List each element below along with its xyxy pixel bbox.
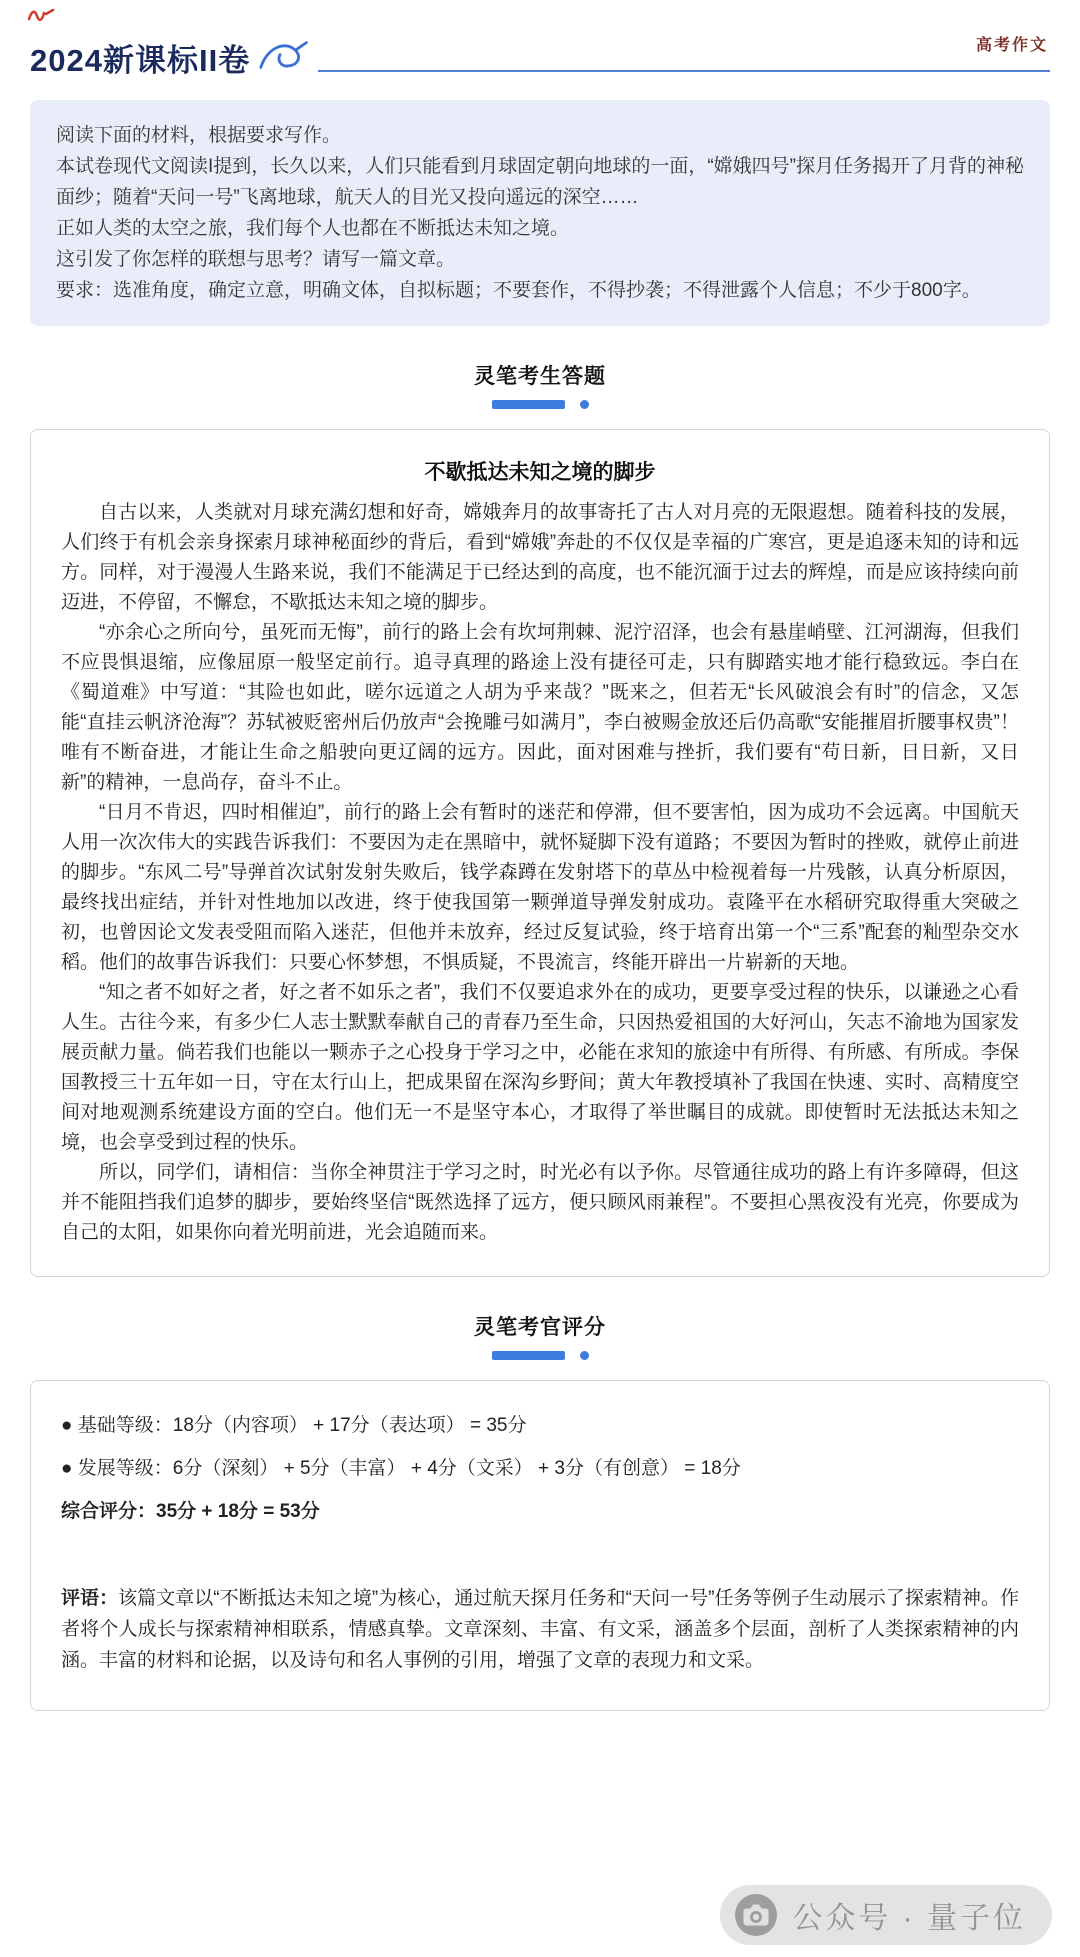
essay-paragraph: 所以，同学们，请相信：当你全神贯注于学习之时，时光必有以予你。尽管通往成功的路上有许多障碍，但这并不能阻挡我们追梦的脚步，要始终坚信“既然选择了远方，便只顾风雨兼程”。不要担心黑夜没有光亮，你要成为自己的太阳，如果你向着光明前进，光会追随而来。 xyxy=(61,1162,1019,1243)
accent-dot xyxy=(580,400,589,409)
heading-accent xyxy=(30,1351,1050,1360)
prompt-paragraph: 这引发了你怎样的联想与思考？请写一篇文章。 xyxy=(56,249,456,270)
prompt-paragraph: 正如人类的太空之旅，我们每个人也都在不断抵达未知之境。 xyxy=(56,218,570,239)
header-divider xyxy=(318,70,1050,72)
score-box xyxy=(30,1380,1050,1711)
page-title: 2024新课标II卷 xyxy=(30,42,251,78)
section-heading-examiner-score xyxy=(30,1311,1050,1360)
comment-label: 评语： xyxy=(61,1588,119,1609)
student-essay-box xyxy=(30,429,1050,1277)
student-answer-heading: 灵笔考生答题 xyxy=(474,365,606,388)
comment-text: 该篇文章以“不断抵达未知之境”为核心，通过航天探月任务和“天问一号”任务等例子生动展示了探索精神。作者将个人成长与探索精神相联系，情感真挚。文章深刻、丰富、有文采，涵盖多个层面，剖析了人类探索精神的内涵。丰富的材料和论据，以及诗句和名人事例的引用，增强了文章的表现力和文采。 xyxy=(61,1588,1019,1671)
pen-swoosh-icon xyxy=(256,37,312,82)
essay-paragraph: “亦余心之所向兮，虽死而无悔”，前行的路上会有坎坷荆棘、泥泞沼泽，也会有悬崖峭壁、江河湖海，但我们不应畏惧退缩，应像屈原一般坚定前行。追寻真理的路途上没有捷径可走，只有脚踏实地才能行稳致远。李白在《蜀道难》中写道：“其险也如此，嗟尔远道之人胡为乎来哉？”既来之，但若无“长风破浪会有时”的信念，又怎能“直挂云帆济沧海”？苏轼被贬密州后仍放声“会挽雕弓如满月”，李白被赐金放还后仍高歌“安能摧眉折腰事权贵”！唯有不断奋进，才能让生命之船驶向更辽阔的远方。因此，面对困难与挫折，我们要有“苟日新，日日新，又日新”的精神，一息尚存，奋斗不止。 xyxy=(61,622,1019,793)
header xyxy=(30,30,1050,78)
examiner-score-heading: 灵笔考官评分 xyxy=(474,1316,606,1339)
accent-bar xyxy=(492,1351,565,1360)
watermark-text: 公众号 · 量子位 xyxy=(792,1902,1026,1935)
essay-title: 不歇抵达未知之境的脚步 xyxy=(424,461,656,484)
heading-accent xyxy=(30,400,1050,409)
prompt-paragraph: 要求：选准角度，确定立意，明确文体，自拟标题；不要套作，不得抄袭；不得泄露个人信息；不少于800字。 xyxy=(56,280,981,301)
accent-bar xyxy=(492,400,565,409)
section-heading-student-answer xyxy=(30,360,1050,409)
score-comment xyxy=(61,1583,1019,1676)
prompt-paragraph: 本试卷现代文阅读I提到，长久以来，人们只能看到月球固定朝向地球的一面，“嫦娥四号”探月任务揭开了月背的神秘面纱；随着“天问一号”飞离地球，航天人的目光又投向遥远的深空…… xyxy=(56,156,1024,208)
essay-paragraph: “日月不肯迟，四时相催迫”，前行的路上会有暂时的迷茫和停滞，但不要害怕，因为成功不会远离。中国航天人用一次次伟大的实践告诉我们：不要因为走在黑暗中，就怀疑脚下没有道路；不要因为暂时的挫败，就停止前进的脚步。“东风二号”导弹首次试射发射失败后，钱学森蹲在发射塔下的草丛中检视着每一片残骸，认真分析原因，最终找出症结，并针对性地加以改进，终于使我国第一颗弹道导弹发射成功。袁隆平在水稻研究取得重大突破之初，也曾因论文发表受阻而陷入迷茫，但他并未放弃，经过反复试验，终于培育出第一个“三系”配套的籼型杂交水稻。他们的故事告诉我们：只要心怀梦想，不惧质疑，不畏流言，终能开辟出一片崭新的天地。 xyxy=(61,802,1019,973)
essay-paragraph: “知之者不如好之者，好之者不如乐之者”，我们不仅要追求外在的成功，更要享受过程的快乐，以谦逊之心看人生。古往今来，有多少仁人志士默默奉献自己的青春乃至生命，只因热爱祖国的大好河山，矢志不渝地为国家发展贡献力量。倘若我们也能以一颗赤子之心投身于学习之中，必能在求知的旅途中有所得、有所感、有所成。李保国教授三十五年如一日，守在太行山上，把成果留在深沟乡野间；黄大年教授填补了我国在快速、实时、高精度空间对地观测系统建设方面的空白。他们无一不是坚守本心，才取得了举世瞩目的成就。即使暂时无法抵达未知之境，也会享受到过程的快乐。 xyxy=(61,982,1019,1153)
header-tag: 高考作文 xyxy=(975,37,1048,54)
camera-icon xyxy=(734,1893,778,1937)
score-development-line: ● 发展等级：6分（深刻） + 5分（丰富） + 4分（文采） + 3分（有创意） = 18分 xyxy=(61,1458,741,1479)
watermark-badge xyxy=(720,1885,1052,1945)
score-total-line: 综合评分：35分 + 18分 = 53分 xyxy=(61,1501,320,1522)
essay-paragraph: 自古以来，人类就对月球充满幻想和好奇，嫦娥奔月的故事寄托了古人对月亮的无限遐想。随着科技的发展，人们终于有机会亲身探索月球神秘面纱的背后，看到“嫦娥”奔赴的不仅仅是幸福的广寒宫，更是追逐未知的诗和远方。同样，对于漫漫人生路来说，我们不能满足于已经达到的高度，也不能沉湎于过去的辉煌，而是应该持续向前迈进，不停留，不懈怠，不歇抵达未知之境的脚步。 xyxy=(61,502,1019,613)
corner-scribble-mark xyxy=(26,6,56,24)
score-basic-line: ● 基础等级：18分（内容项） + 17分（表达项） = 35分 xyxy=(61,1415,527,1436)
essay-prompt-box xyxy=(30,100,1050,326)
prompt-paragraph: 阅读下面的材料，根据要求写作。 xyxy=(56,125,342,146)
accent-dot xyxy=(580,1351,589,1360)
